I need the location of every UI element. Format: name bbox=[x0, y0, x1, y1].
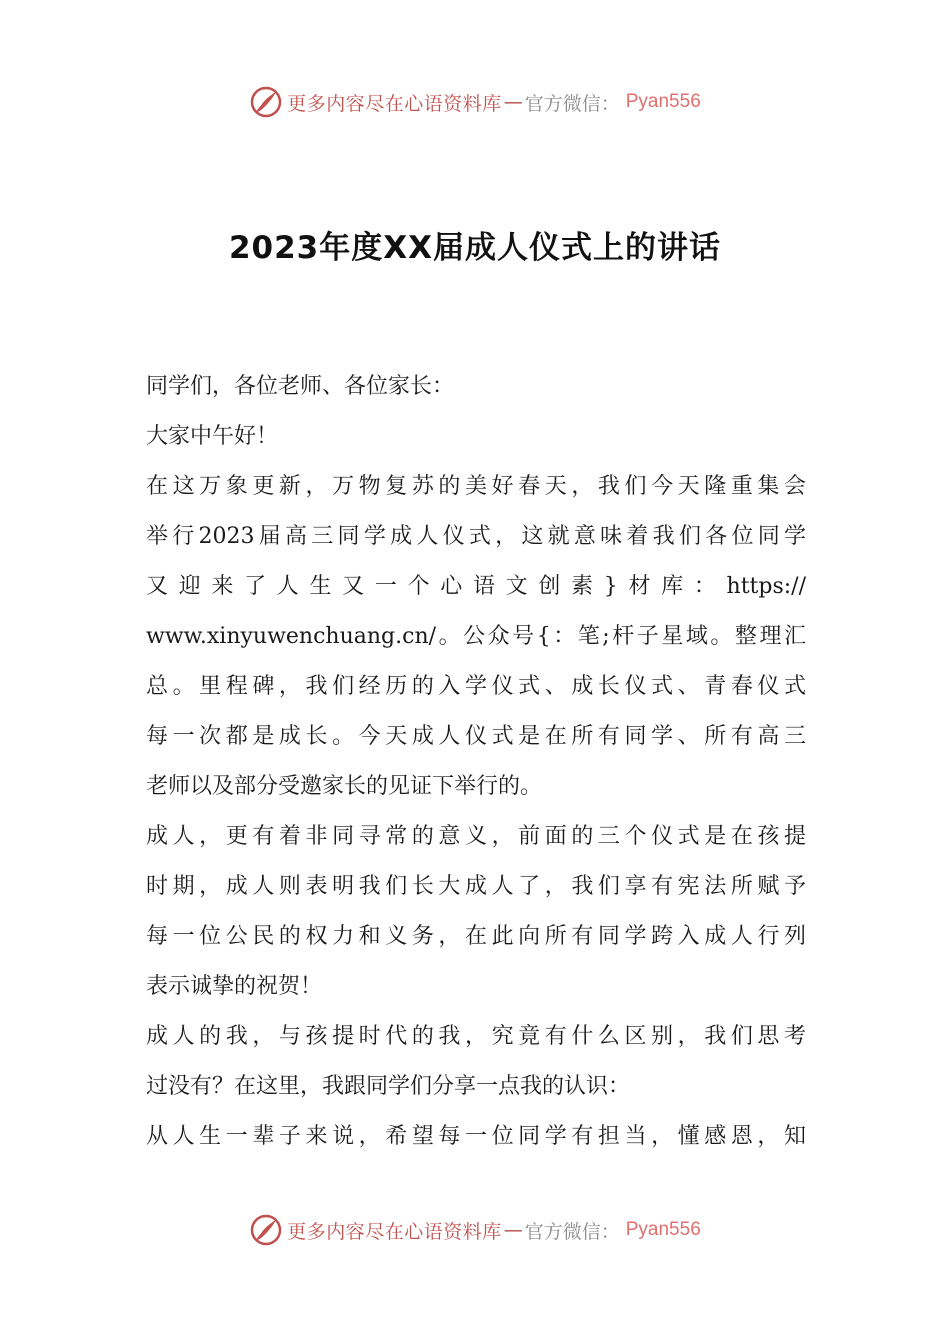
paragraph-line: 在这万象更新，万物复苏的美好春天，我们今天隆重集会 bbox=[146, 474, 806, 499]
paragraph-line: 总。里程碑，我们经历的入学仪式、成长仪式、青春仪式 bbox=[146, 674, 806, 699]
paragraph-line: 又迎来了人生又一个心语文创素}材库：https:// bbox=[146, 574, 806, 599]
paragraph-line: 同学们，各位老师、各位家长： bbox=[146, 374, 455, 399]
banner-text: 更多内容尽在心语资料库 bbox=[287, 1220, 502, 1243]
wechat-id: Pyan556 bbox=[625, 1219, 701, 1240]
header-banner bbox=[0, 82, 950, 122]
paragraph-line: 大家中午好！ bbox=[146, 424, 279, 449]
quill-pen-icon bbox=[249, 85, 283, 119]
banner-dash: — bbox=[503, 91, 523, 113]
document-title: 2023年度XX届成人仪式上的讲话 bbox=[228, 230, 722, 266]
banner-text: 更多内容尽在心语资料库 bbox=[287, 92, 502, 115]
paragraph-line: 时期，成人则表明我们长大成人了，我们享有宪法所赋予 bbox=[146, 874, 806, 899]
wechat-id: Pyan556 bbox=[625, 91, 701, 112]
paragraph-line: 每一位公民的权力和义务，在此向所有同学跨入成人行列 bbox=[146, 924, 806, 949]
paragraph-line: 举行2023届高三同学成人仪式，这就意味着我们各位同学 bbox=[146, 524, 806, 549]
paragraph-line: 成人的我，与孩提时代的我，究竟有什么区别，我们思考 bbox=[146, 1024, 806, 1049]
paragraph-line: 从人生一辈子来说，希望每一位同学有担当，懂感恩，知 bbox=[146, 1124, 806, 1149]
footer-banner bbox=[0, 1210, 950, 1250]
paragraph-line: www.xinyuwenchuang.cn/。公众号{：笔;杆子星域。整理汇 bbox=[146, 624, 806, 649]
paragraph-line: 成人，更有着非同寻常的意义，前面的三个仪式是在孩提 bbox=[146, 824, 806, 849]
document-body bbox=[146, 362, 806, 1162]
paragraph-line: 每一次都是成长。今天成人仪式是在所有同学、所有高三 bbox=[146, 724, 806, 749]
wechat-label: 官方微信： bbox=[524, 1220, 620, 1243]
wechat-label: 官方微信： bbox=[524, 92, 620, 115]
paragraph-line: 表示诚挚的祝贺！ bbox=[146, 974, 323, 999]
paragraph-line: 过没有？在这里，我跟同学们分享一点我的认识： bbox=[146, 1074, 631, 1099]
paragraph-line: 老师以及部分受邀家长的见证下举行的。 bbox=[146, 774, 543, 799]
banner-dash: — bbox=[503, 1219, 523, 1241]
quill-pen-icon bbox=[249, 1213, 283, 1247]
